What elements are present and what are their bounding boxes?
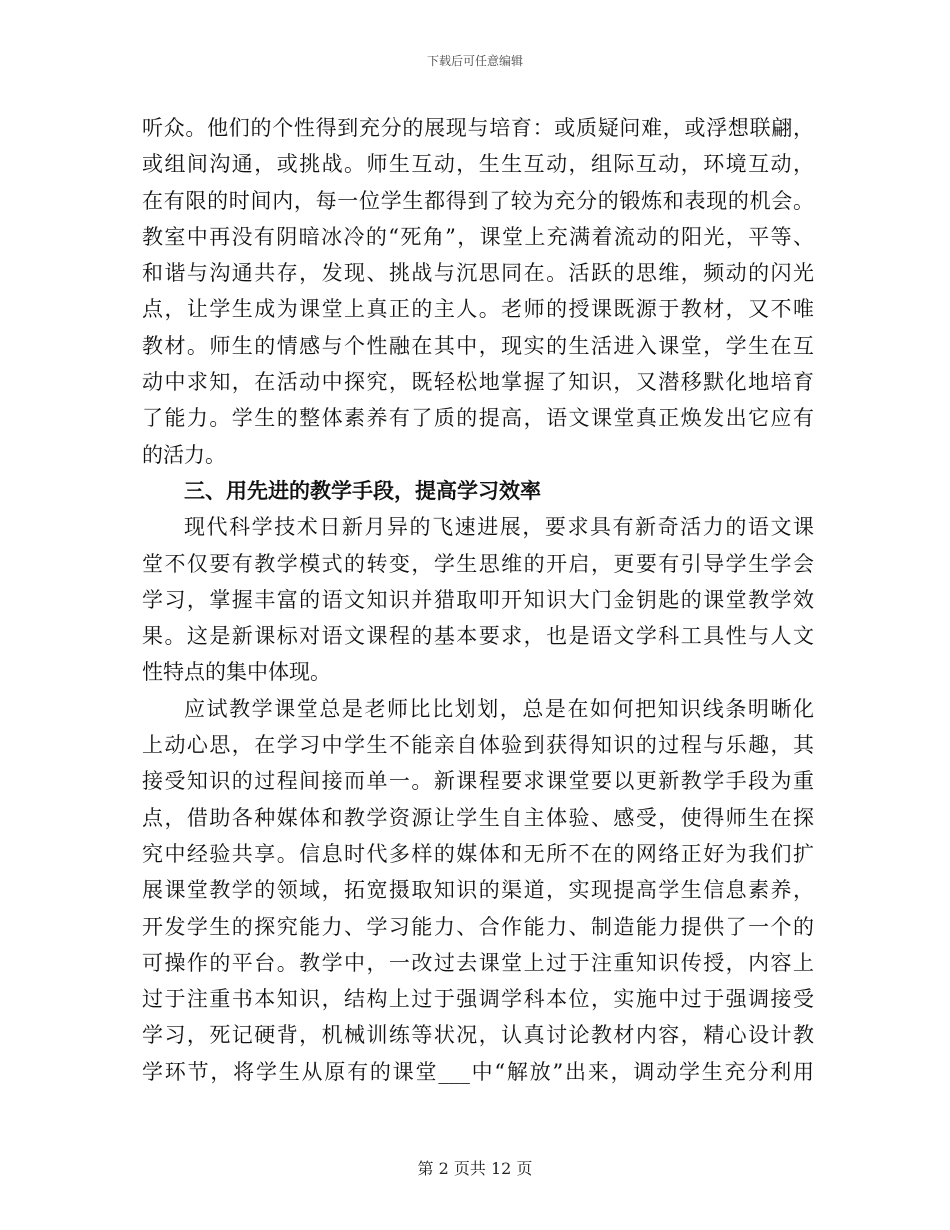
text-line: 点，让学生成为课堂上真正的主人。老师的授课既源于教材，又不唯 [142, 297, 814, 322]
text-line: 展课堂教学的领域，拓宽摄取知识的渠道，实现提高学生信息素养， [142, 878, 814, 903]
text-line: 教材。师生的情感与个性融在其中，现实的生活进入课堂，学生在互 [142, 333, 814, 358]
text-line: 的活力。 [142, 442, 226, 467]
text-line: 应试教学课堂总是老师比比划划，总是在如何把知识线条明晰化 [184, 696, 814, 721]
text-line: 开发学生的探究能力、学习能力、合作能力、制造能力提供了一个的 [142, 914, 814, 939]
page-header-note: 下载后可任意编辑 [426, 54, 523, 68]
text-line: 性特点的集中体现。 [142, 660, 331, 685]
text-line: 接受知识的过程间接而单一。新课程要求课堂要以更新教学手段为重 [142, 769, 814, 794]
section-heading: 三、用先进的教学手段，提高学习效率 [184, 477, 541, 503]
text-line: 了能力。学生的整体素养有了质的提高，语文课堂真正焕发出它应有 [142, 406, 814, 431]
text-line: 过于注重书本知识，结构上过于强调学科本位，实施中过于强调接受 [142, 987, 814, 1012]
text-line: 可操作的平台。教学中，一改过去课堂上过于注重知识传授，内容上 [142, 950, 814, 975]
text-line: 听众。他们的个性得到充分的展现与培育：或质疑问难，或浮想联翩， [142, 116, 814, 140]
document-body [142, 110, 814, 1090]
text-line: 堂不仅要有教学模式的转变，学生思维的开启，更要有引导学生学会 [142, 551, 814, 576]
text-line: 点，借助各种媒体和教学资源让学生自主体验、感受，使得师生在探 [142, 805, 814, 830]
text-line: 现代科学技术日新月异的飞速进展，要求具有新奇活力的语文课 [184, 515, 814, 540]
text-line: 或组间沟通，或挑战。师生互动，生生互动，组际互动，环境互动， [142, 152, 814, 177]
text-line: 学习，死记硬背，机械训练等状况，认真讨论教材内容，精心设计教 [142, 1023, 814, 1048]
page-number: 第 2 页共 12 页 [417, 1159, 533, 1178]
text-line: 教室中再没有阴暗冰冷的“死角”，课堂上充满着流动的阳光，平等、 [142, 224, 814, 249]
text-line: 学习，掌握丰富的语文知识并猎取叩开知识大门金钥匙的课堂教学效 [142, 587, 814, 612]
text-line: 动中求知，在活动中探究，既轻松地掌握了知识，又潜移默化地培育 [142, 370, 814, 395]
text-line: 在有限的时间内，每一位学生都得到了较为充分的锻炼和表现的机会。 [142, 188, 814, 213]
text-line: 和谐与沟通共存，发现、挑战与沉思同在。活跃的思维，频动的闪光 [142, 261, 814, 286]
text-line: 究中经验共享。信息时代多样的媒体和无所不在的网络正好为我们扩 [142, 841, 814, 866]
text-line: 上动心思，在学习中学生不能亲自体验到获得知识的过程与乐趣，其 [142, 733, 814, 758]
text-line: 果。这是新课标对语文课程的基本要求，也是语文学科工具性与人文 [142, 624, 814, 649]
text-line: 学环节，将学生从原有的课堂___中“解放”出来，调动学生充分利用 [142, 1059, 814, 1084]
